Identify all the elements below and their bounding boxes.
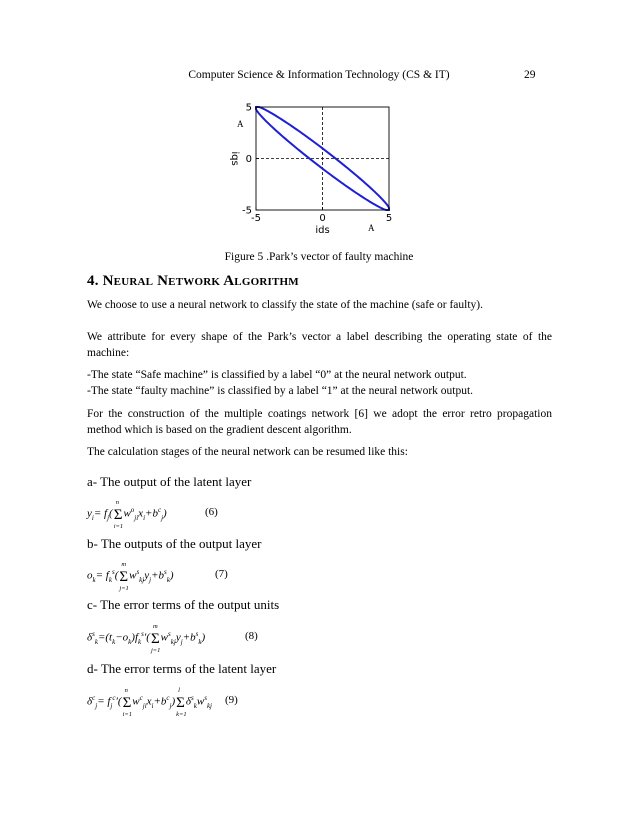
y-tick-label: 0: [245, 154, 252, 165]
heading-word-1: NEURAL: [102, 273, 154, 289]
heading-word-2: NETWORK: [157, 273, 221, 289]
x-tick-label: 5: [385, 213, 393, 224]
x-tick-label: 0: [319, 213, 326, 224]
equation-7: $o_k= f_k^s(\Sigma$ m j=1 $w^s_{kj}y_j+b^s_k$) (7): [87, 560, 228, 593]
equation-8: $\delta^s_k=(t_k-o_k)f_k^s'(\Sigma$ m j=1 $w^s_{kj}y_j+b^s_k$) (8): [87, 622, 258, 655]
heading-word-3: ALGORITHM: [223, 273, 299, 289]
running-header: Computer Science & Information Technology (CS & IT): [188, 69, 450, 81]
equation-8-number: (8): [245, 630, 258, 642]
y-axis-label: iqs: [229, 151, 240, 166]
paragraph-3-line-1: -The state “Safe machine” is classified by a label “0” at the neural network output.: [87, 369, 467, 381]
x-axis-label: ids: [315, 225, 330, 236]
subhead-d: d- The error terms of the latent layer: [87, 661, 277, 676]
equation-6: $y_i= f_j(\Sigma$ n i=1 $w^o_{ji}x_i+b^c_j$) (6): [87, 498, 218, 531]
subhead-b: b- The outputs of the output layer: [87, 536, 262, 551]
y-tick-label: 5: [245, 102, 252, 114]
chart-plot: [218, 97, 418, 239]
y-tick-label: -5: [242, 205, 252, 217]
subhead-a: a- The output of the latent layer: [87, 474, 252, 489]
paragraph-1: We choose to use a neural network to classify the state of the machine (safe or faulty).: [87, 299, 483, 311]
equation-9: $\delta^c_j= f_j^c'(\Sigma$ n i=1 $w^c_{ji}x_i+b^c_j)\Sigma$ l k=1 $\delta^s_kw^s_{kj}$ (9): [87, 686, 238, 719]
annotation-top-a: A: [237, 119, 244, 129]
section-heading: [87, 273, 299, 290]
figure-parks-vector: [218, 97, 418, 239]
paragraph-3-line-2: -The state “faulty machine” is classified by a label “1” at the neural network output.: [87, 385, 474, 397]
equation-6-number: (6): [205, 506, 218, 518]
section-number: 4.: [87, 273, 99, 289]
page-number: 29: [524, 69, 536, 81]
figure-caption: Figure 5 .Park’s vector of faulty machine: [224, 251, 414, 263]
subhead-c: c- The error terms of the output units: [87, 597, 280, 612]
paragraph-4: For the construction of the multiple coatings network [6] we adopt the error retro propagation method which is based on the gradient descent algorithm.: [87, 408, 552, 436]
paragraph-5: The calculation stages of the neural network can be resumed like this:: [87, 446, 408, 458]
paragraph-2: We attribute for every shape of the Park’s vector a label describing the operating state of the machine:: [87, 331, 552, 359]
equation-9-number: (9): [225, 694, 238, 706]
equation-7-number: (7): [215, 568, 228, 580]
annotation-bottom-a: A: [368, 223, 375, 233]
x-tick-label: -5: [251, 213, 261, 224]
